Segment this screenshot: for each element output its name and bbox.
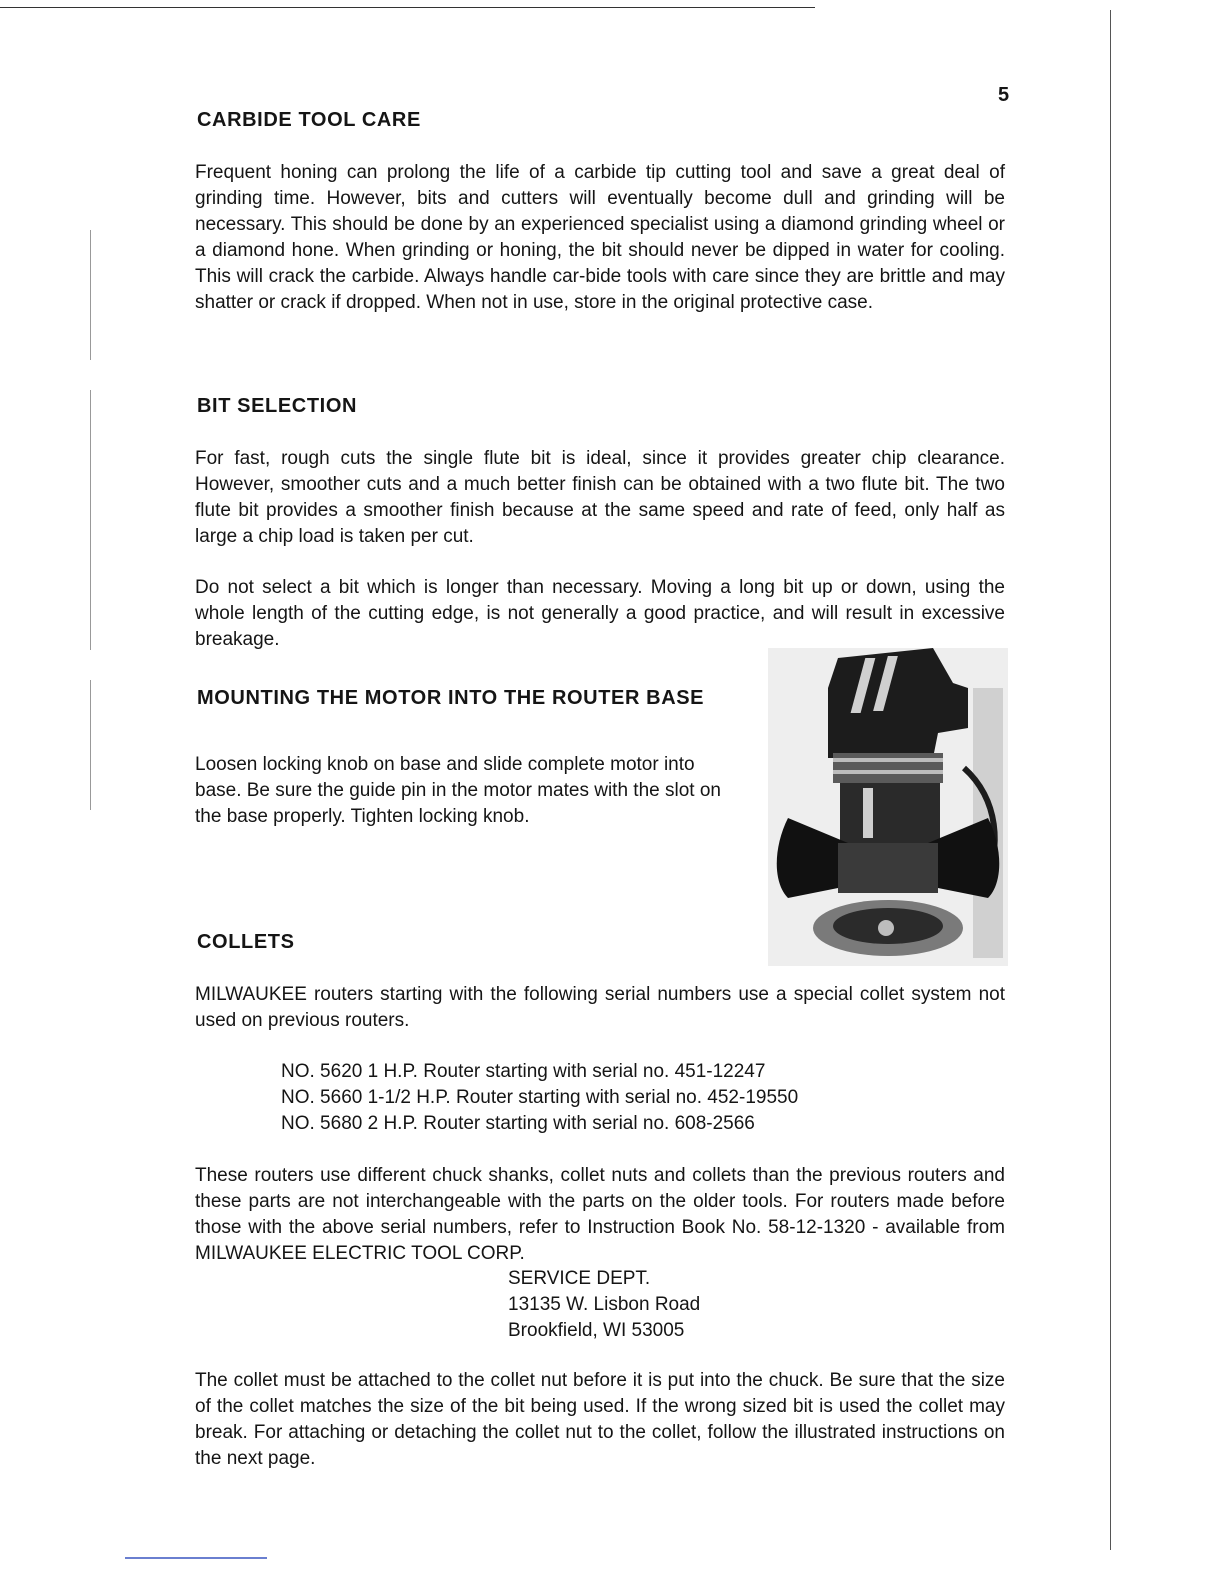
- router-icon: [768, 648, 1008, 966]
- router-list: [281, 1059, 798, 1137]
- right-rule: [1110, 10, 1111, 1550]
- left-margin-mark: [90, 680, 91, 810]
- parts-note-paragraph: These routers use different chuck shanks, collet nuts and collets than the previous routers and these parts are not interchangeable with the parts on the older tools. For routers made before those with the above serial numbers, refer to Instruction Book No. 58-12-1320 - available from MILWAUKEE ELECTRIC TOOL CORP.: [195, 1165, 1005, 1264]
- mounting-paragraph: Loosen locking knob on base and slide complete motor into base. Be sure the guide pin in the motor mates with the slot on the base properly. Tighten locking knob.: [195, 754, 721, 827]
- bottom-rule: [125, 1557, 267, 1559]
- collets-heading: COLLETS: [197, 931, 295, 953]
- bit-selection-paragraph-2: Do not select a bit which is longer than necessary. Moving a long bit up or down, using the whole length of the cutting edge, is not generally a good practice, and will result in excessive breakage.: [195, 577, 1005, 650]
- carbide-paragraph: Frequent honing can prolong the life of a carbide tip cutting tool and save a great deal of grinding time. However, bits and cutters will eventually become dull and grinding will be necessary. This should be done by an experienced specialist using a diamond grinding wheel or a diamond hone. When grinding or honing, the bit should never be dipped in water for cooling. This will crack the carbide. Always handle car-bide tools with care since they are brittle and may shatter or crack if dropped. When not in use, store in the original protective case.: [195, 162, 1005, 313]
- page-number: 5: [998, 84, 1010, 106]
- address-line: Brookfield, WI 53005: [508, 1320, 685, 1341]
- router-photo: [768, 648, 1008, 966]
- bit-selection-paragraph-1: For fast, rough cuts the single flute bit is ideal, since it provides greater chip clearance. However, smoother cuts and a much better finish can be obtained with a two flute bit. The two flute bit provides a smoother finish because at the same speed and rate of feed, only half as large a chip load is taken per cut.: [195, 448, 1005, 547]
- mounting-heading: MOUNTING THE MOTOR INTO THE ROUTER BASE: [197, 687, 705, 709]
- router-list-item: NO. 5680 2 H.P. Router starting with serial no. 608-2566: [281, 1113, 755, 1134]
- address-line: 13135 W. Lisbon Road: [508, 1294, 701, 1315]
- collets-intro: MILWAUKEE routers starting with the following serial numbers use a special collet system not used on previous routers.: [195, 984, 1005, 1031]
- top-rule: [0, 7, 815, 8]
- left-margin-mark: [90, 390, 91, 650]
- address-line: SERVICE DEPT.: [508, 1268, 651, 1289]
- collet-closing-paragraph: The collet must be attached to the collet nut before it is put into the chuck. Be sure that the size of the collet matches the size of the bit being used. If the wrong sized bit is used the collet may break. For attaching or detaching the collet nut to the collet, follow the illustrated instructions on the next page.: [195, 1370, 1005, 1469]
- service-address: [508, 1266, 700, 1344]
- carbide-heading: CARBIDE TOOL CARE: [197, 109, 421, 131]
- bit-selection-heading: BIT SELECTION: [197, 395, 358, 417]
- router-list-item: NO. 5620 1 H.P. Router starting with serial no. 451-12247: [281, 1061, 766, 1082]
- router-list-item: NO. 5660 1-1/2 H.P. Router starting with serial no. 452-19550: [281, 1087, 799, 1108]
- left-margin-mark: [90, 230, 91, 360]
